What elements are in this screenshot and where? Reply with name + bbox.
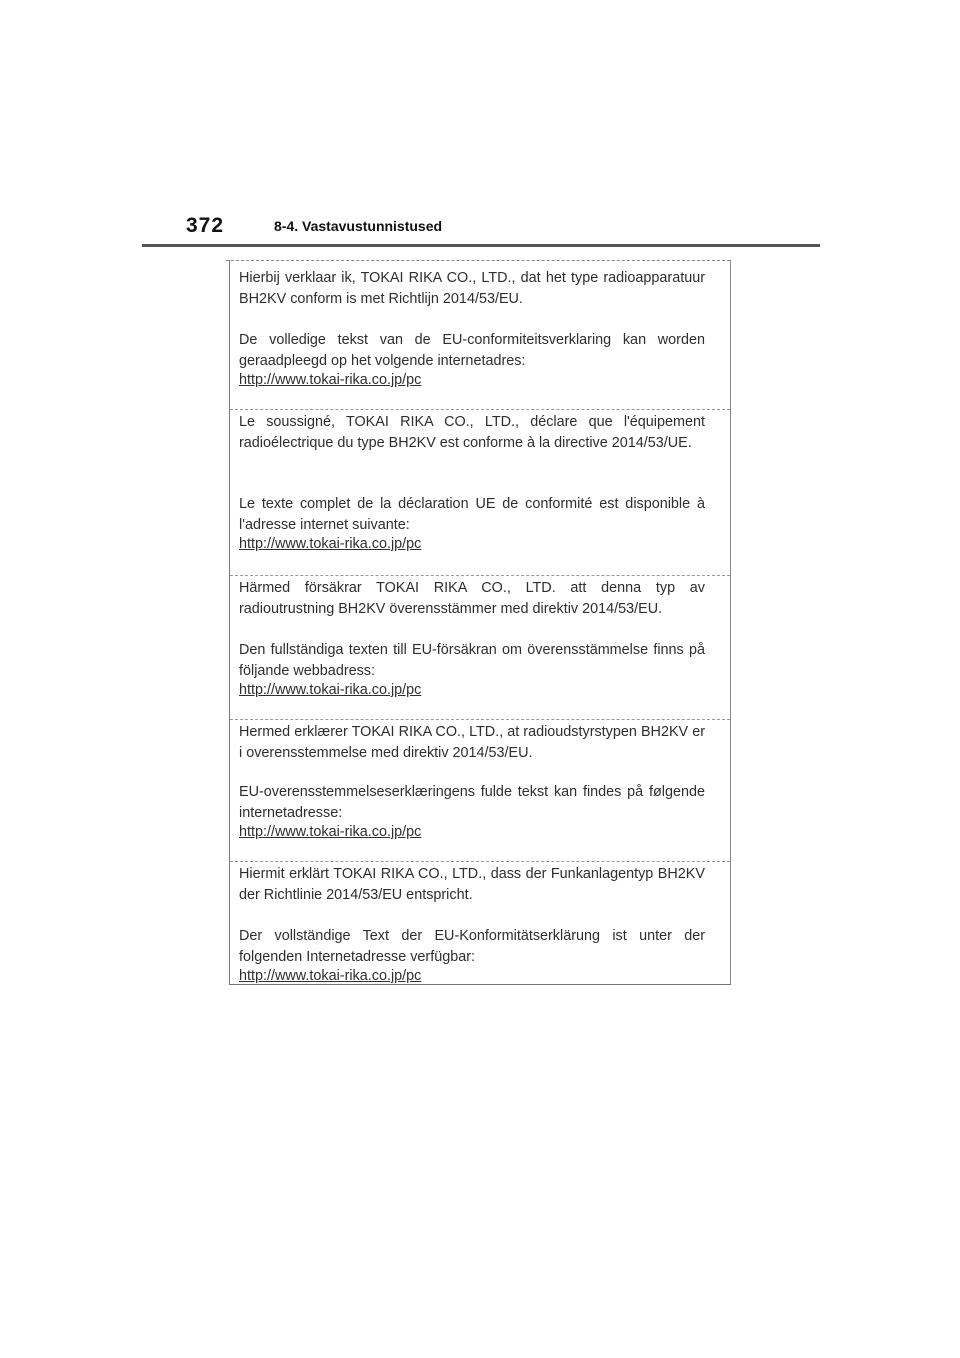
declaration-dutch — [230, 260, 730, 410]
page-number: 372 — [186, 214, 225, 237]
declaration-statement: Härmed försäkrar TOKAI RIKA CO., LTD. att denna typ av radioutrustning BH2KV överensstämmer med direktiv 2014/53/EU. — [239, 580, 705, 617]
declaration-availability: Der vollständige Text der EU-Konformitätserklärung ist unter der folgenden Internetadresse verfügbar: — [239, 928, 705, 965]
declaration-url[interactable]: http://www.tokai-rika.co.jp/pc — [239, 682, 422, 698]
declaration-statement: Hiermit erklärt TOKAI RIKA CO., LTD., dass der Funkanlagentyp BH2KV der Richtlinie 2014/53/EU entspricht. — [239, 866, 705, 903]
declaration-french — [230, 410, 730, 576]
declaration-availability: Den fullständiga texten till EU-försäkran om överensstämmelse finns på följande webbadress: — [239, 642, 705, 679]
declaration-statement: Hermed erklærer TOKAI RIKA CO., LTD., at radioudstyrstypen BH2KV er i overensstemmelse med direktiv 2014/53/EU. — [239, 724, 705, 761]
declaration-statement: Le soussigné, TOKAI RIKA CO., LTD., déclare que l'équipement radioélectrique du type BH2KV est conforme à la directive 2014/53/UE. — [239, 414, 705, 451]
declaration-url[interactable]: http://www.tokai-rika.co.jp/pc — [239, 536, 422, 552]
declaration-url[interactable]: http://www.tokai-rika.co.jp/pc — [239, 372, 422, 388]
declaration-availability: Le texte complet de la déclaration UE de conformité est disponible à l'adresse internet suivante: — [239, 496, 705, 533]
page-header — [142, 212, 820, 246]
declaration-german — [230, 862, 730, 984]
box-bottom-rule — [229, 984, 731, 985]
declaration-statement: Hierbij verklaar ik, TOKAI RIKA CO., LTD., dat het type radioapparatuur BH2KV conform is met Richtlijn 2014/53/EU. — [239, 270, 705, 307]
section-title: 8-4. Vastavustunnistused — [274, 218, 443, 234]
declaration-availability: De volledige tekst van de EU-conformiteitsverklaring kan worden geraadpleegd op het volgende internetadres: — [239, 332, 705, 369]
declaration-url[interactable]: http://www.tokai-rika.co.jp/pc — [239, 968, 422, 984]
declaration-url[interactable]: http://www.tokai-rika.co.jp/pc — [239, 824, 422, 840]
declaration-swedish — [230, 576, 730, 720]
header-rule — [142, 244, 820, 247]
declarations-box — [229, 260, 731, 984]
declaration-danish — [230, 720, 730, 862]
declaration-availability: EU-overensstemmelseserklæringens fulde tekst kan findes på følgende internetadresse: — [239, 784, 705, 821]
